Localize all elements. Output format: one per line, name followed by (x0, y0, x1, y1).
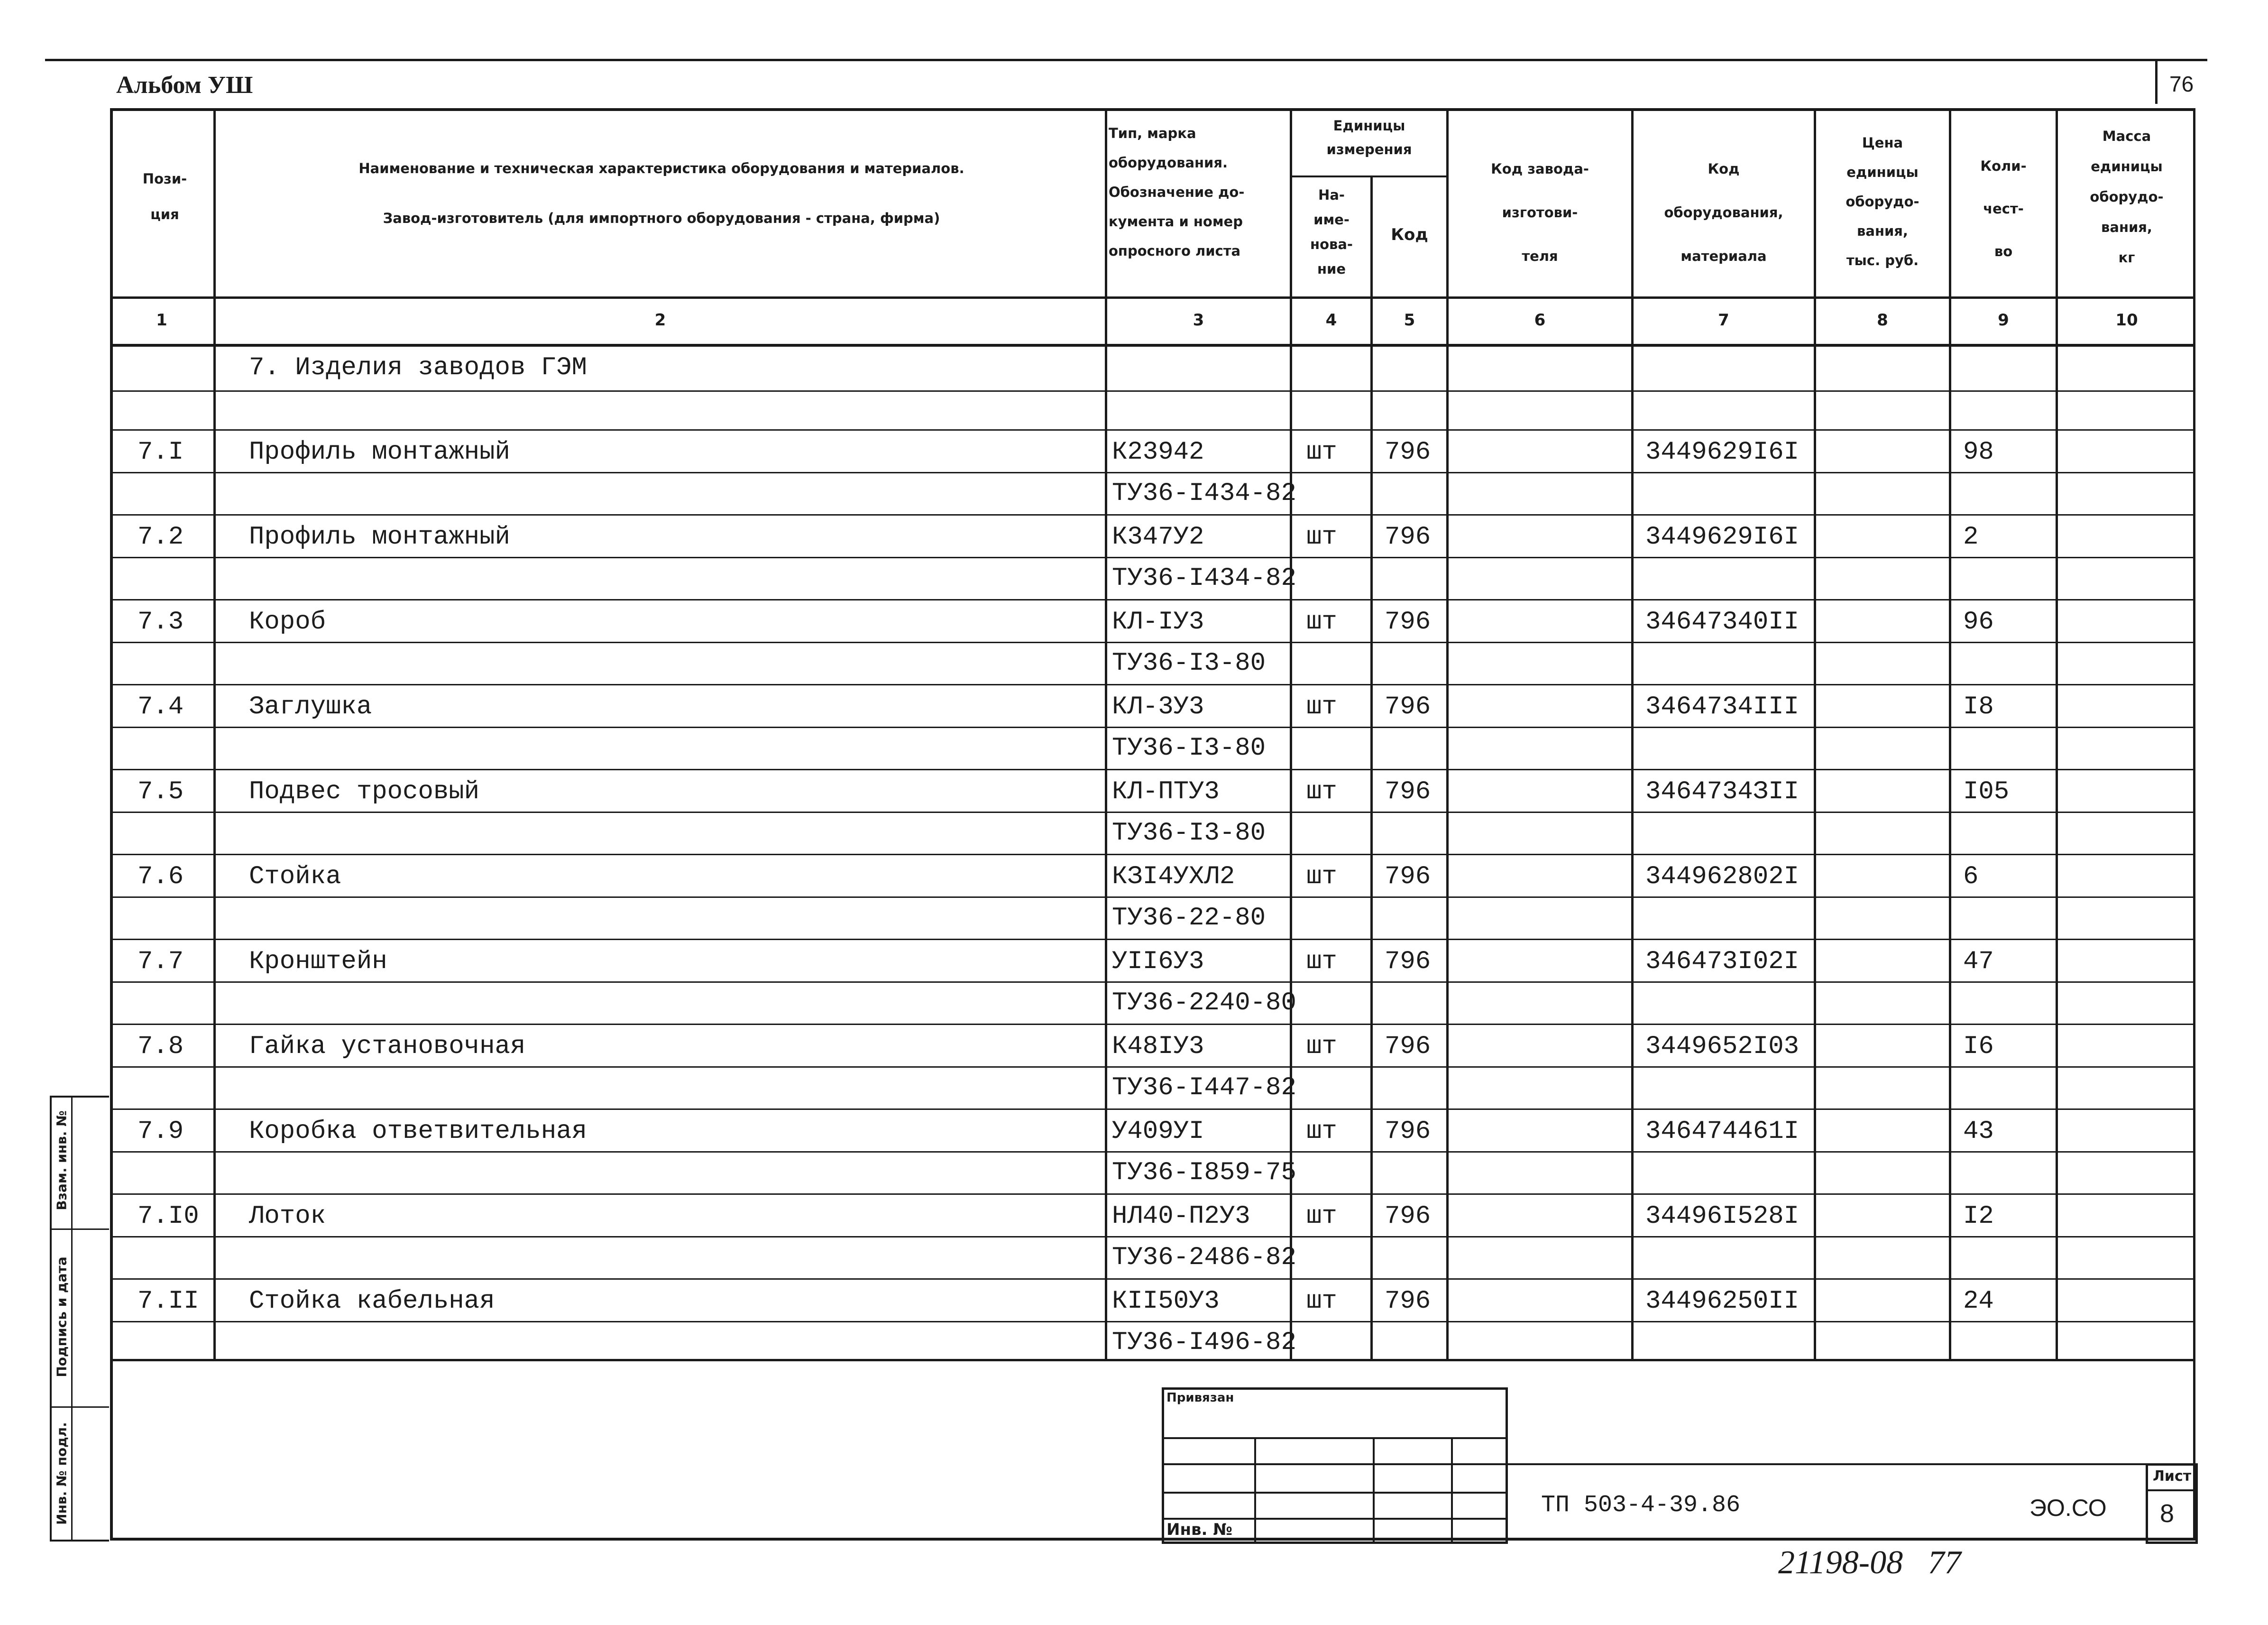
linked-stamp-divider (1254, 1437, 1256, 1544)
linked-stamp-line (1162, 1518, 1508, 1520)
album-title: Альбом УШ (116, 72, 253, 99)
cell-type: КII50У3 (1112, 1287, 1220, 1316)
cell-name: Стойка (249, 862, 341, 891)
handwritten-number: 21198-08 77 (1778, 1544, 1961, 1581)
cell-unit: шт (1306, 1032, 1337, 1061)
cell-qty: 2 (1963, 523, 1979, 552)
header-bottom (110, 296, 2195, 299)
cell-name: Короб (249, 608, 326, 637)
cell-doc: ТУ36-I434-82 (1112, 564, 1296, 593)
cell-pos: 7.2 (138, 523, 184, 552)
col-line-4 (1370, 175, 1373, 1360)
cell-name: Профиль монтажный (249, 438, 510, 467)
row-line (110, 429, 2195, 431)
cell-name: Заглушка (249, 692, 372, 721)
row-line (110, 1024, 2195, 1025)
linked-stamp-divider (1451, 1437, 1453, 1544)
cell-qty: 47 (1963, 947, 1994, 976)
header-units: Единицы измерения (1326, 118, 1412, 157)
colnum-5: 5 (1404, 311, 1415, 330)
col-line-6 (1631, 108, 1634, 1360)
linked-stamp-label: Привязан (1166, 1391, 1234, 1405)
cell-name: Гайка установочная (249, 1032, 526, 1061)
cell-equip-code: 34496I528I (1645, 1202, 1800, 1231)
cell-unit: шт (1306, 692, 1337, 721)
cell-equip-code: 3464734ЗII (1645, 777, 1800, 806)
cell-unit-code: 796 (1385, 777, 1431, 806)
colnum-9: 9 (1998, 311, 2009, 330)
cell-doc: ТУ36-22-80 (1112, 904, 1266, 933)
row-line (110, 472, 2195, 473)
cell-pos: 7.3 (138, 608, 184, 637)
cell-type: К48IУ3 (1112, 1032, 1204, 1061)
doc-code: ТП 503-4-39.86 (1541, 1492, 1741, 1519)
row-line (110, 1278, 2195, 1280)
row-line (110, 812, 2195, 813)
col-line-7 (1814, 108, 1816, 1360)
cell-type: КЛ-ПТУ3 (1112, 777, 1220, 806)
cell-doc: ТУ36-I434-82 (1112, 479, 1296, 508)
cell-qty: I6 (1963, 1032, 1994, 1061)
side-stamp-original-inv: Инв. № подл. (54, 1422, 70, 1525)
cell-equip-code: 3449629I6I (1645, 523, 1800, 552)
cell-name: Подвес тросовый (249, 777, 480, 806)
row-line (110, 557, 2195, 558)
header-name-1: Наименование и техническая характеристика оборудования и материалов. (358, 160, 964, 176)
colnum-2: 2 (654, 311, 666, 330)
cell-doc: ТУ36-I3-80 (1112, 819, 1266, 848)
cell-unit: шт (1306, 438, 1337, 467)
colnum-1: 1 (156, 311, 167, 330)
cell-type: К347У2 (1112, 523, 1204, 552)
row-line (110, 1066, 2195, 1068)
col-line-1 (213, 108, 216, 1360)
header-maker-code: Код завода- изготови- теля (1491, 161, 1589, 264)
title-block-top (1508, 1463, 2148, 1465)
cell-pos: 7.II (138, 1287, 199, 1316)
row-line (110, 642, 2195, 643)
cell-unit: шт (1306, 947, 1337, 976)
page-number-top: 76 (2169, 72, 2194, 96)
cell-unit-code: 796 (1385, 862, 1431, 891)
header-qty: Коли- чест- во (1980, 158, 2027, 259)
cell-unit-code: 796 (1385, 1287, 1431, 1316)
cell-equip-code: 3449652I03 (1645, 1032, 1800, 1061)
header-mass: Масса единицы оборудо- вания, кг (2090, 128, 2164, 266)
row-line (110, 390, 2195, 392)
cell-qty: 24 (1963, 1287, 1994, 1316)
row-line (110, 1151, 2195, 1153)
cell-unit-code: 796 (1385, 1032, 1431, 1061)
cell-unit-code: 796 (1385, 692, 1431, 721)
row-line (110, 1321, 2195, 1322)
cell-type: К23942 (1112, 438, 1204, 467)
side-stamp-line (50, 1228, 109, 1230)
row-line (110, 1108, 2195, 1110)
row-line (110, 684, 2195, 685)
units-split (1290, 175, 1446, 177)
row-line (110, 896, 2195, 898)
cell-doc: ТУ36-I3-80 (1112, 649, 1266, 678)
cell-doc: ТУ36-2240-80 (1112, 988, 1296, 1017)
top-border (45, 59, 2207, 61)
cell-pos: 7.6 (138, 862, 184, 891)
colnum-7: 7 (1718, 311, 1729, 330)
cell-unit: шт (1306, 1287, 1337, 1316)
row-line (110, 1236, 2195, 1237)
cell-qty: I8 (1963, 692, 1994, 721)
cell-unit-code: 796 (1385, 523, 1431, 552)
row-line (110, 981, 2195, 983)
cell-type: УII6У3 (1112, 947, 1204, 976)
row-line (110, 1193, 2195, 1195)
cell-qty: 43 (1963, 1117, 1994, 1146)
header-units-code: Код (1391, 225, 1428, 244)
col-line-5 (1446, 108, 1449, 1360)
cell-doc: ТУ36-I859-75 (1112, 1158, 1296, 1187)
colnum-6: 6 (1534, 311, 1546, 330)
cell-unit-code: 796 (1385, 947, 1431, 976)
header-pos: Пози- ция (142, 171, 187, 222)
cell-unit-code: 796 (1385, 1202, 1431, 1231)
cell-qty: 98 (1963, 438, 1994, 467)
cell-type: У409УI (1112, 1117, 1204, 1146)
col-line-8 (1949, 108, 1951, 1360)
sheet-label: Лист (2153, 1468, 2192, 1485)
row-line (110, 514, 2195, 516)
header-equip-code: Код оборудования, материала (1664, 161, 1783, 264)
cell-doc: ТУ36-I447-82 (1112, 1073, 1296, 1102)
cell-name: Кронштейн (249, 947, 387, 976)
side-stamp-replace-inv: Взам. инв. № (54, 1110, 70, 1210)
section-title: 7. Изделия заводов ГЭМ (249, 353, 587, 382)
colnum-8: 8 (1877, 311, 1888, 330)
cell-equip-code: 34647340II (1645, 608, 1800, 637)
cell-unit: шт (1306, 1202, 1337, 1231)
row-line (110, 727, 2195, 728)
cell-name: Лоток (249, 1202, 326, 1231)
cell-name: Коробка ответвительная (249, 1117, 587, 1146)
colnum-3: 3 (1193, 311, 1204, 330)
cell-type: КЛ-3У3 (1112, 692, 1204, 721)
linked-stamp-line (1162, 1463, 1508, 1465)
cell-equip-code: 346474461I (1645, 1117, 1800, 1146)
colnum-bottom (110, 344, 2195, 347)
col-line-9 (2056, 108, 2058, 1360)
cell-pos: 7.I0 (138, 1202, 199, 1231)
cell-pos: 7.8 (138, 1032, 184, 1061)
col-line-2 (1105, 108, 1107, 1360)
cell-name: Профиль монтажный (249, 523, 510, 552)
cell-equip-code: 34496250II (1645, 1287, 1800, 1316)
cell-qty: 96 (1963, 608, 1994, 637)
cell-name: Стойка кабельная (249, 1287, 495, 1316)
sheet-number: 8 (2160, 1499, 2175, 1528)
header-units-name: На- име- нова- ние (1310, 187, 1353, 277)
row-line (110, 599, 2195, 600)
cell-equip-code: 3464734III (1645, 692, 1800, 721)
side-stamp-signature-date: Подпись и дата (54, 1256, 70, 1377)
header-type: Тип, марка оборудования. Обозначение до- кумента и номер опросного листа (1109, 125, 1245, 259)
row-line (110, 939, 2195, 940)
cell-unit: шт (1306, 862, 1337, 891)
cell-equip-code: 344962802I (1645, 862, 1800, 891)
cell-doc: ТУ36-2486-82 (1112, 1243, 1296, 1272)
cell-type: КЛ-IУ3 (1112, 608, 1204, 637)
side-stamp-divider (71, 1096, 73, 1542)
header-price: Цена единицы оборудо- вания, тыс. руб. (1846, 135, 1919, 268)
cell-unit-code: 796 (1385, 1117, 1431, 1146)
cell-pos: 7.9 (138, 1117, 184, 1146)
cell-pos: 7.I (138, 438, 184, 467)
row-line (110, 769, 2195, 770)
colnum-10: 10 (2115, 311, 2138, 330)
linked-stamp-divider (1373, 1437, 1375, 1544)
page-number-frame (2155, 59, 2158, 104)
linked-stamp-line (1162, 1492, 1508, 1494)
table-body-bottom (110, 1359, 2195, 1361)
sheet-box-line (2146, 1489, 2198, 1491)
row-line (110, 854, 2195, 855)
cell-pos: 7.4 (138, 692, 184, 721)
doc-mark: ЭО.СО (2029, 1495, 2107, 1521)
cell-unit-code: 796 (1385, 608, 1431, 637)
cell-doc: ТУ36-I496-82 (1112, 1328, 1296, 1357)
cell-unit: шт (1306, 777, 1337, 806)
cell-unit: шт (1306, 1117, 1337, 1146)
cell-unit: шт (1306, 523, 1337, 552)
colnum-4: 4 (1325, 311, 1337, 330)
cell-equip-code: 3449629I6I (1645, 438, 1800, 467)
cell-equip-code: 346473I02I (1645, 947, 1800, 976)
cell-unit: шт (1306, 608, 1337, 637)
cell-pos: 7.7 (138, 947, 184, 976)
cell-doc: ТУ36-I3-80 (1112, 734, 1266, 763)
cell-qty: 6 (1963, 862, 1979, 891)
cell-type: НЛ40-П2У3 (1112, 1202, 1250, 1231)
cell-qty: I2 (1963, 1202, 1994, 1231)
cell-qty: I05 (1963, 777, 2010, 806)
cell-pos: 7.5 (138, 777, 184, 806)
header-name-2: Завод-изготовитель (для импортного оборудования - страна, фирма) (383, 210, 940, 226)
cell-type: КЗI4УХЛ2 (1112, 862, 1235, 891)
linked-stamp-line (1162, 1437, 1508, 1439)
cell-unit-code: 796 (1385, 438, 1431, 467)
linked-stamp-inv: Инв. № (1166, 1520, 1233, 1539)
